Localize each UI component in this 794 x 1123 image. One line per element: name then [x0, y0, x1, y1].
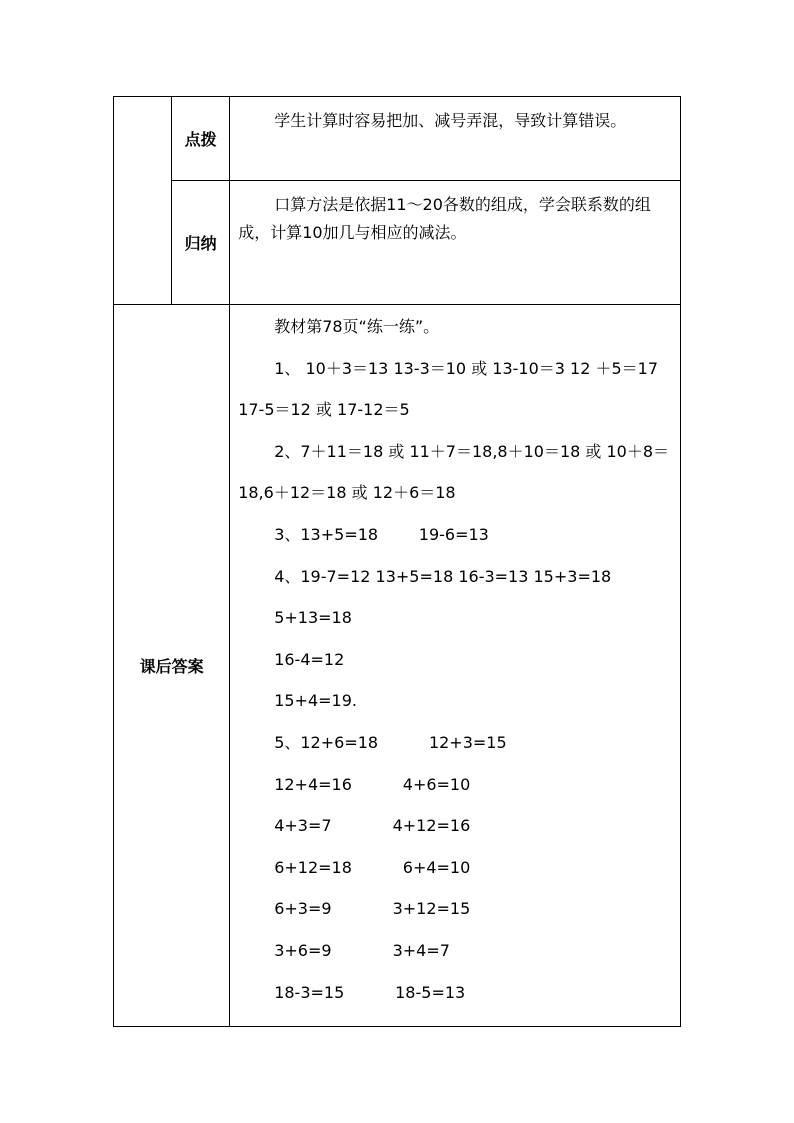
dianbo-text: 学生计算时容易把加、减号弄混，导致计算错误。: [274, 111, 627, 130]
answer-line: 1、 10＋3＝13 13-3＝10 或 13-10＝3 12 ＋5＝17: [274, 358, 659, 378]
answer-line: 16-4=12: [274, 649, 345, 669]
answer-line: 12+4=16 4+6=10: [274, 774, 471, 794]
merged-left-cell: [114, 97, 172, 305]
content-dianbo: [230, 97, 681, 181]
row-guina: [114, 181, 681, 305]
row-dianbo: [114, 97, 681, 181]
answer-line: 2、7＋11＝18 或 11＋7＝18,8＋10＝18 或 10＋8＝: [274, 441, 670, 461]
content-answers: [230, 305, 681, 1027]
answer-line: 18-3=15 18-5=13: [274, 982, 466, 1002]
guina-text: 口算方法是依据11～20各数的组成，学会联系数的组成，计算10加几与相应的减法。: [238, 195, 651, 242]
answer-line: 教材第78页“练一练”。: [274, 317, 440, 336]
label-answers: 课后答案: [114, 305, 230, 1027]
content-guina: [230, 181, 681, 305]
label-dianbo: 点拨: [172, 97, 230, 181]
answer-line: 6+12=18 6+4=10: [274, 857, 471, 877]
lesson-table: [113, 96, 681, 1027]
answer-line: 6+3=9 3+12=15: [274, 899, 471, 919]
answer-line: 18,6＋12＝18 或 12＋6＝18: [238, 483, 456, 503]
answer-line: 4、19-7=12 13+5=18 16-3=13 15+3=18: [274, 566, 612, 586]
label-guina: 归纳: [172, 181, 230, 305]
row-answers: [114, 305, 681, 1027]
answer-line: 3、13+5=18 19-6=13: [274, 524, 489, 544]
answer-line: 5、12+6=18 12+3=15: [274, 732, 507, 752]
answer-line: 4+3=7 4+12=16: [274, 816, 471, 836]
answer-line: 17-5＝12 或 17-12＝5: [238, 400, 410, 420]
answer-line: 15+4=19.: [274, 691, 357, 711]
answer-line: 5+13=18: [274, 608, 352, 628]
answer-line: 3+6=9 3+4=7: [274, 940, 450, 960]
